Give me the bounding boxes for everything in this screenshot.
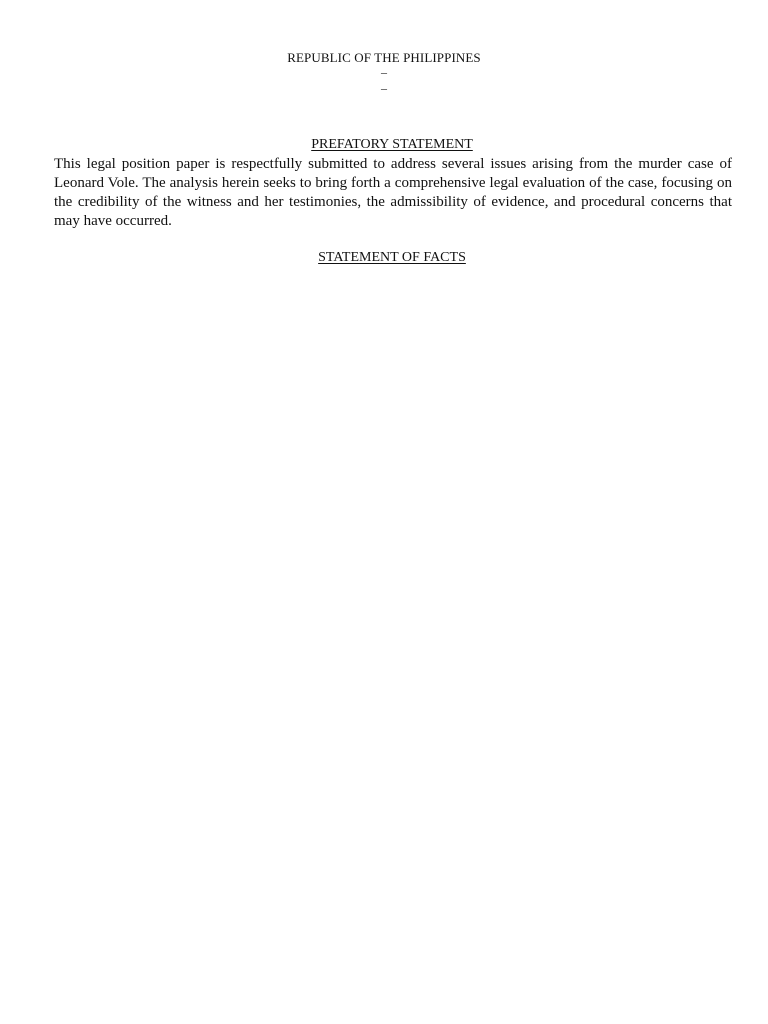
prefatory-statement-heading: PREFATORY STATEMENT xyxy=(311,137,473,152)
statement-of-facts-heading: STATEMENT OF FACTS xyxy=(318,250,466,265)
prefatory-statement-body: This legal position paper is respectfully submitted to address several issues arising from the murder case of Leonard Vole. The analysis herein seeks to bring forth a comprehensive legal evaluation of the case, focusing on the credibility of the witness and her testimonies, the admissibility of evidence, and procedural concerns that may have occurred. xyxy=(54,156,732,229)
header-republic: REPUBLIC OF THE PHILIPPINES xyxy=(287,50,481,65)
header-dash-1: – xyxy=(381,65,387,79)
header-dash-2: – xyxy=(381,81,387,95)
